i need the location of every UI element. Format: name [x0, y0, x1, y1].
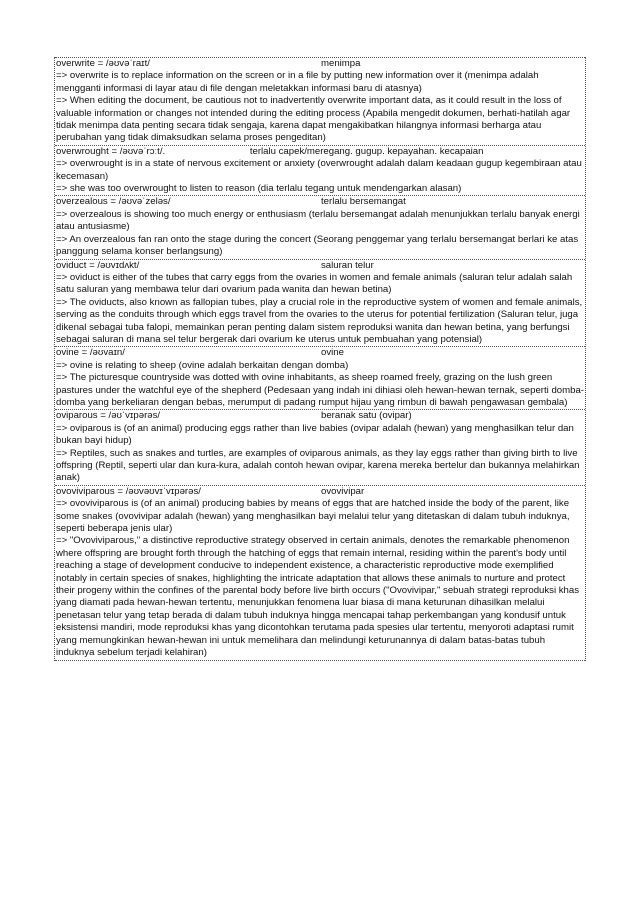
entry-header [56, 58, 584, 70]
entry-header [56, 146, 584, 158]
translation: saluran telur [321, 259, 374, 271]
translation: ovovivipar [321, 485, 365, 497]
example-line: => When editing the document, be cautious not to inadvertently overwrite important data, as it could result in the loss of valuable information or changes not intended during the editing process (Apabila mengedit dokumen, berhati-hatilah agar tidak menimpa data penting secara tidak sengaja, karena dapat mengakibatkan hilangnya informasi berharga atau perubahan yang tidak dimaksudkan selama proses pengeditan) [56, 95, 571, 144]
definition-line: => overwrite is to replace information on the screen or in a file by putting new information over it (menimpa adalah mengganti informasi di layar atau di file dengan meletakkan informasi baru di atasnya) [56, 70, 539, 94]
entry-header [56, 196, 584, 208]
example-line: => An overzealous fan ran onto the stage during the concert (Seorang penggemar yang terlalu bersemangat berlari ke atas panggung selama konser berlangsung) [56, 233, 579, 258]
entry-header [56, 260, 584, 272]
headword: ovoviviparous = /əʊvəʊvɪˈvɪpərəs/ [56, 485, 201, 497]
example-line: => she was too overwrought to listen to reason (dia terlalu tegang untuk mendengarkan alasan) [56, 183, 462, 195]
definition-line: => overzealous is showing too much energy or enthusiasm (terlalu bersemangat adalah menunjukkan terlalu banyak energi atau antusiasme) [56, 208, 580, 233]
headword: ovine = /əʊvaɪn/ [56, 347, 125, 359]
example-line: => The oviducts, also known as fallopian tubes, play a crucial role in the reproductive system of women and female animals, serving as the conduits through which eggs travel from the ovaries to the uterus for potential fertilization (Saluran telur, juga dikenal sebagai tuba falopi, memainkan peran penting dalam sistem reproduksi wanita dan hewan betina, yang berfungsi sebagai saluran di mana sel telur bergerak dari ovarium ke uterus untuk pembuahan yang potensial) [56, 296, 583, 345]
entry-ovine [55, 346, 585, 409]
definition-line: => ovoviviparous is (of an animal) producing babies by means of eggs that are hatched inside the body of the parent, like some snakes (ovovivipar adalah (hewan) yang menghasilkan bayi melalui telur yang ditetaskan di dalam tubuh induknya, seperti beberapa jenis ular) [56, 498, 570, 535]
example-line: => "Ovoviviparous," a distinctive reproductive strategy observed in certain animals, denotes the remarkable phenomenon where offspring are brought forth through the hatching of eggs that remain internal, residing within the parent's body until reaching a stage of development conducive to independent existence, a characteristic reproductive mode exemplified notably in certain species of snakes, highlighting the intricate adaptation that allows these animals to nurture and protect their progeny within the confines of the parental body before live birth occurs ("Ovovivipar," sebuah strategi reproduksi khas yang diamati pada hewan-hewan tertentu, menunjukkan fenomena luar biasa di mana keturunan dihasilkan melalui penetasan telur yang tetap berada di dalam tubuh induknya hingga mencapai tahap perkembangan yang kondusif untuk eksistensi mandiri, mode reproduksi khas yang dicontohkan terutama pada spesies ular tertentu, menyoroti adaptasi rumit yang memungkinkan hewan-hewan ini untuk memelihara dan melindungi keturunannya di dalam batas-batas tubuh induknya sebelum terjadi kelahiran) [56, 535, 580, 659]
entry-ovoviviparous [55, 485, 585, 661]
example-line: => The picturesque countryside was dotted with ovine inhabitants, as sheep roamed freely, grazing on the lush green pastures under the watchful eye of the shepherd (Pedesaan yang indah ini dihiasi oleh hewan-hewan ternak, seperti domba-domba yang berkeliaran dengan bebas, merumput di padang rumput hijau yang rimbun di bawah pengawasan gembala) [56, 372, 584, 408]
entry-header [56, 486, 584, 498]
dictionary-page [54, 57, 586, 661]
translation: terlalu bersemangat [321, 196, 406, 208]
headword: oviduct = /əʊvɪdʌkt/ [56, 259, 140, 271]
entry-header [56, 410, 584, 422]
entry-oviduct [55, 259, 585, 347]
translation: ovine [321, 347, 344, 359]
entry-header [56, 347, 584, 359]
translation: menimpa [321, 58, 361, 69]
example-line: => Reptiles, such as snakes and turtles, are examples of oviparous animals, as they lay eggs rather than giving birth to live offspring (Reptil, seperti ular dan kura-kura, adalah contoh hewan ovipar, karena mereka bertelur dan bukannya melahirkan anak) [56, 447, 580, 484]
definition-line: => ovine is relating to sheep (ovine adalah berkaitan dengan domba) [56, 359, 349, 371]
definition-line: => overwrought is in a state of nervous excitement or anxiety (overwrought adalah dalam keadaan gugup kegembiraan atau kecemasan) [56, 158, 582, 182]
translation: terlalu capek/meregang. gugup. kepayahan. kecapaian [249, 145, 484, 157]
translation: beranak satu (ovipar) [321, 410, 412, 422]
definition-line: => oviduct is either of the tubes that carry eggs from the ovaries in women and female animals (saluran telur adalah salah satu saluran yang membawa telur dari ovarium pada wanita dan hewan betina) [56, 271, 573, 296]
headword: overwrite = /əʊvəˈraɪt/ [56, 58, 150, 69]
definition-line: => oviparous is (of an animal) producing eggs rather than live babies (ovipar adalah (hewan) yang menghasilkan telur dan bukan bayi hidup) [56, 422, 574, 447]
entry-overwrite [55, 57, 585, 145]
entry-overwrought [55, 145, 585, 196]
headword: overzealous = /əʊvəˈzeləs/ [56, 196, 171, 208]
headword: overwrought = /əʊvəˈrɔːt/. [56, 145, 166, 157]
entry-oviparous [55, 409, 585, 484]
headword: oviparous = /əʊˈvɪpərəs/ [56, 410, 161, 422]
entry-overzealous [55, 195, 585, 258]
